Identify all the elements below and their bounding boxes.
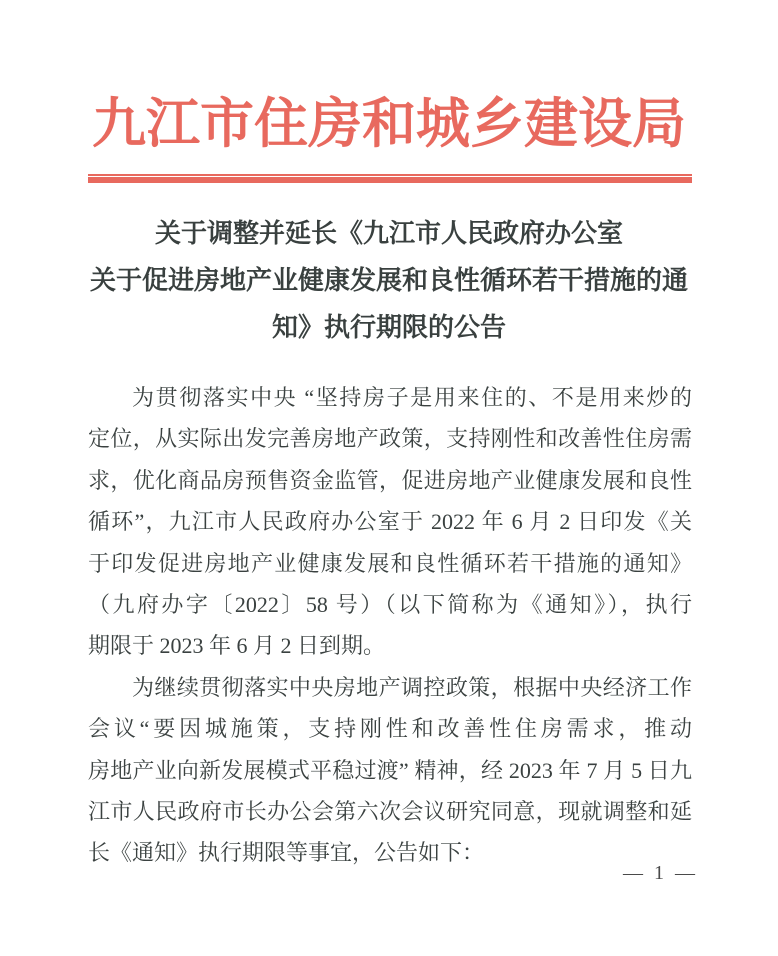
red-double-rule-divider xyxy=(88,174,692,183)
body-line: 期限于 2023 年 6 月 2 日到期。 xyxy=(88,633,386,659)
agency-header-title: 九江市住房和城乡建设局 xyxy=(92,94,686,154)
body-line: 房地产业向新发展模式平稳过渡” 精神，经 2023 年 7 月 5 日九 xyxy=(88,757,692,783)
page-number: — 1 — xyxy=(623,862,698,884)
document-title-line: 关于调整并延长《九江市人民政府办公室 xyxy=(154,218,623,248)
body-line: 循环”，九江市人民政府办公室于 2022 年 6 月 2 日印发《关 xyxy=(88,509,692,535)
body-line: 为继续贯彻落实中央房地产调控政策，根据中央经济工作 xyxy=(132,674,692,700)
body-line: 江市人民政府市长办公会第六次会议研究同意，现就调整和延 xyxy=(88,799,692,825)
body-line: 定位，从实际出发完善房地产政策，支持刚性和改善性住房需 xyxy=(88,426,692,452)
document-title xyxy=(50,210,728,351)
body-line: 于印发促进房地产业健康发展和良性循环若干措施的通知》 xyxy=(88,550,692,576)
body-line: 长《通知》执行期限等事宜，公告如下： xyxy=(88,840,485,866)
body-line: 求，优化商品房预售资金监管，促进房地产业健康发展和良性 xyxy=(88,467,692,493)
body-paragraph xyxy=(88,667,692,874)
body-line: （九府办字〔2022〕58 号）（以下简称为《通知》），执行 xyxy=(88,592,692,618)
body-line: 会议“要因城施策，支持刚性和改善性住房需求，推动 xyxy=(88,716,692,742)
document-title-line: 关于促进房地产业健康发展和良性循环若干措施的通 xyxy=(89,265,688,295)
document-title-line: 知》执行期限的公告 xyxy=(271,312,506,342)
body-line: 为贯彻落实中央 “坚持房子是用来住的、不是用来炒的 xyxy=(132,385,692,410)
body-paragraph xyxy=(88,377,692,667)
document-body xyxy=(88,377,692,874)
